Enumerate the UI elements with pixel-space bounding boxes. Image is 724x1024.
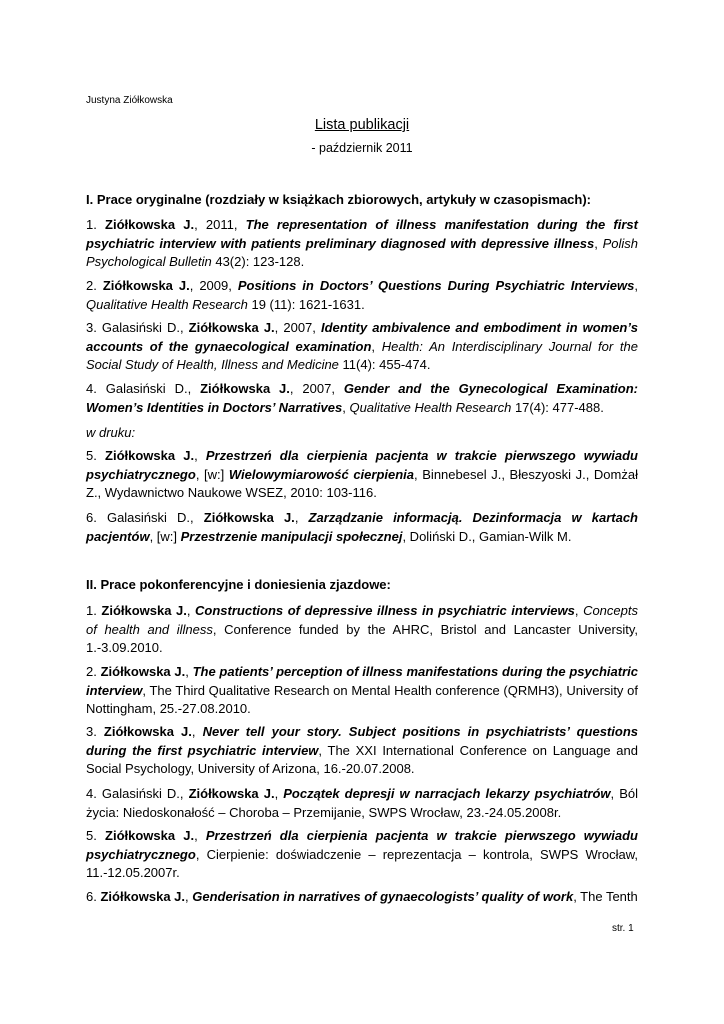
document-author: Justyna Ziółkowska xyxy=(86,95,173,106)
publication-entry: 6. Galasiński D., Ziółkowska J., Zarządzanie informacją. Dezinformacja w kartach pacjentów, [w:] Przestrzenie manipulacji społecznej, Doliński D., Gamian-Wilk M. xyxy=(86,510,638,544)
conference-entry: 1. Ziółkowska J., Constructions of depressive illness in psychiatric interviews, Concepts of health and illness, Conference funded by the AHRC, Bristol and Lancaster University, 1.-3.09.2010. xyxy=(86,603,638,655)
document-subtitle: - październik 2011 xyxy=(311,141,413,155)
document-title: Lista publikacji xyxy=(314,117,410,133)
conference-entry: 6. Ziółkowska J., Genderisation in narratives of gynaecologists’ quality of work, The Tenth xyxy=(86,889,638,904)
section-1-heading: I. Prace oryginalne (rozdziały w książkach zbiorowych, artykuły w czasopismach): xyxy=(86,192,592,207)
publication-entry: 2. Ziółkowska J., 2009, Positions in Doctors’ Questions During Psychiatric Interviews, Qualitative Health Research 19 (11): 1621-1631. xyxy=(86,278,638,312)
publication-entry: 4. Galasiński D., Ziółkowska J., 2007, Gender and the Gynecological Examination: Women’s Identities in Doctors’ Narratives, Qualitative Health Research 17(4): 477-488. xyxy=(86,381,638,415)
conference-entry: 2. Ziółkowska J., The patients’ perception of illness manifestations during the psychiatric interview, The Third Qualitative Research on Mental Health conference (QRMH3), University of Nottingham, 25.-27.08.2010. xyxy=(86,664,638,716)
publication-entry: 5. Ziółkowska J., Przestrzeń dla cierpienia pacjenta w trakcie pierwszego wywiadu psychiatrycznego, [w:] Wielowymiarowość cierpienia, Binnebesel J., Błeszyoski J., Domżał Z., Wydawnictwo Naukowe WSEZ, 2010: 103-116. xyxy=(86,448,638,500)
publication-entry: 3. Galasiński D., Ziółkowska J., 2007, Identity ambivalence and embodiment in women’s accounts of the gynaecological examination, Health: An Interdisciplinary Journal for the Social Study of Health, Illness and Medicine 11(4): 455-474. xyxy=(86,320,638,372)
conference-entry: 3. Ziółkowska J., Never tell your story. Subject positions in psychiatrists’ questions during the first psychiatric interview, The XXI International Conference on Language and Social Psychology, University of Arizona, 16.-20.07.2008. xyxy=(86,724,638,776)
conference-entry: 5. Ziółkowska J., Przestrzeń dla cierpienia pacjenta w trakcie pierwszego wywiadu psychiatrycznego, Cierpienie: doświadczenie – reprezentacja – kontrola, SWPS Wrocław, 11.-12.05.2007r. xyxy=(86,828,638,880)
publication-entry: 1. Ziółkowska J., 2011, The representation of illness manifestation during the first psychiatric interview with patients preliminary diagnosed with depressive illness, Polish Psychological Bulletin 43(2): 123-128. xyxy=(86,217,638,269)
conference-entry: 4. Galasiński D., Ziółkowska J., Początek depresji w narracjach lekarzy psychiatrów, Ból życia: Niedoskonałość – Choroba – Przemijanie, SWPS Wrocław, 23.-24.05.2008r. xyxy=(86,786,638,820)
section-2-heading: II. Prace pokonferencyjne i doniesienia zjazdowe: xyxy=(86,577,391,592)
page-number: str. 1 xyxy=(612,923,634,934)
in-press-label: w druku: xyxy=(86,425,136,440)
